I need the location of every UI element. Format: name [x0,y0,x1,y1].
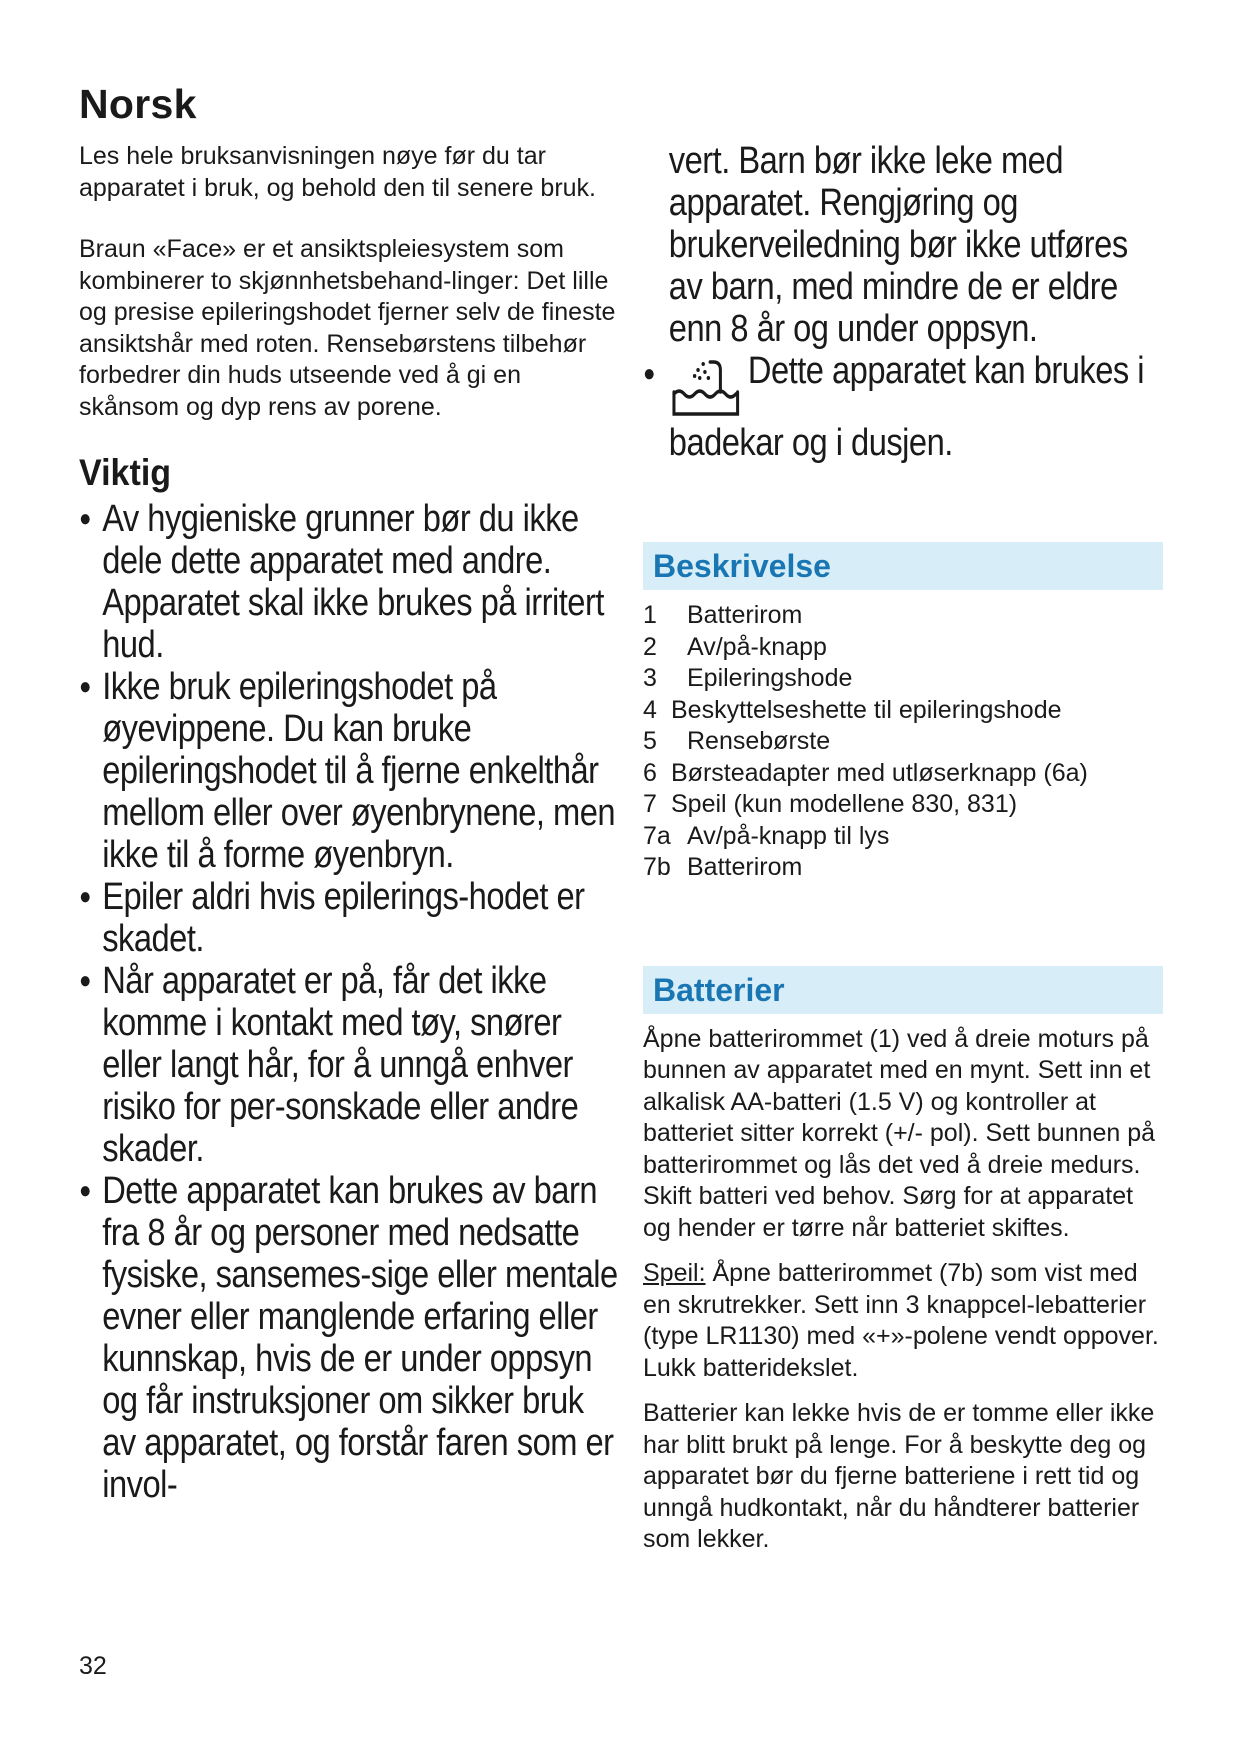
right-column [643,140,1163,1556]
batteries-paragraph-2 [643,1258,1163,1384]
item-number: 1 [643,601,657,629]
batteries-heading: Batterier [643,966,1163,1014]
item-label: Beskyttelseshette til epileringshode [671,695,1062,724]
intro-paragraph-2: Braun «Face» er et ansiktspleiesystem som kombinerer to skjønnhetsbehand-linger: Det lille og presise epileringshodet fjerner selv de fineste ansiktshår med roten. Rensebørstens tilbehør forbedrer din huds utseende ved å gi en skånsom og dyp rens av porene. [79,235,616,421]
item-label: Børsteadapter med utløserknapp (6a) [671,758,1088,787]
important-item: ● Epiler aldri hvis epilerings-hodet er skadet. [79,876,618,960]
item-label: Rensebørste [687,727,831,755]
important-item: ● Når apparatet er på, får det ikke komme i kontakt med tøy, snører eller langt hår, for å unngå enhver risiko for per-sonskade eller andre skader. [79,960,618,1170]
left-column [79,82,619,1506]
description-item [643,852,1163,884]
description-item [643,758,1163,790]
item-number: 6 [643,758,657,787]
description-section [643,542,1163,884]
bathtub-shower-icon [669,352,743,422]
language-title: Norsk [79,81,197,127]
mirror-text: Åpne batterirommet (7b) som vist med en skrutrekker. Sett inn 3 knappcel-lebatterier (type LR1130) med «+»-polene vendt oppover. Lukk batteridekslet. [643,1259,1159,1382]
item-label: Batterirom [687,601,803,629]
bath-shower-item [643,350,1162,464]
important-heading: Viktig [79,452,172,494]
description-list [643,600,1163,884]
description-item [643,821,1163,853]
batteries-paragraph-1: Åpne batterirommet (1) ved å dreie moturs på bunnen av apparatet med en mynt. Sett inn et alkalisk AA-batteri (1.5 V) og kontroller at batteriet sitter korrekt (+/- pol). Sett bunnen på batterirommet og lås det ved å dreie medurs. Skift batteri ved behov. Sørg for at apparatet og hender er tørre når batteriet skiftes. [643,1024,1156,1242]
description-item [643,789,1163,821]
description-item [643,695,1163,727]
bullet-dot: ● [643,360,655,387]
description-heading: Beskrivelse [643,542,1163,590]
item-number: 7a [643,821,671,850]
intro-paragraph-1: Les hele bruksanvisningen nøye før du tar apparatet i bruk, og behold den til senere bruk. [79,142,597,202]
important-item: ● Dette apparatet kan brukes av barn fra 8 år og personer med nedsatte fysiske, sansemes-sige eller mentale evner eller manglende erfaring eller kunnskap, hvis de er under oppsyn og får instruksjoner om sikker bruk av apparatet, og forstår faren som er invol- [79,1170,618,1506]
item-number: 7b [643,853,671,881]
important-item: ● Av hygieniske grunner bør du ikke dele dette apparatet med andre. Apparatet skal ikke brukes på irritert hud. [79,498,618,666]
item-label: Speil (kun modellene 830, 831) [671,790,1018,818]
item-number: 4 [643,695,657,724]
right-big-text-wrapper [643,140,1162,464]
page-number: 32 [79,1652,107,1680]
batteries-paragraph-3: Batterier kan lekke hvis de er tomme eller ikke har blitt brukt på lenge. For å beskytte deg og apparatet bør du fjerne batteriene i rett tid og unngå hudkontakt, når du håndterer batterier som lekker. [643,1399,1155,1553]
item-label: Av/på-knapp til lys [687,821,890,850]
important-item: ● Ikke bruk epileringshodet på øyevippene. Du kan bruke epileringshodet til å fjerne enkelthår mellom eller over øyenbrynene, men ikke til å forme øyenbryn. [79,666,618,876]
description-item [643,663,1163,695]
important-list [79,498,618,1506]
item-label: Av/på-knapp [687,632,827,661]
important-continuation: vert. Barn bør ikke leke med apparatet. Rengjøring og brukerveiledning bør ikke utføres av barn, med mindre de er eldre enn 8 år og under oppsyn. [668,140,1128,350]
description-item [643,632,1163,664]
description-item [643,726,1163,758]
description-item [643,600,1163,632]
important-list-wrapper [79,498,618,1506]
batteries-section [643,966,1163,1556]
item-label: Epileringshode [687,664,853,692]
mirror-label: Speil: [643,1259,706,1287]
item-number: 5 [643,727,657,755]
item-number: 3 [643,664,657,692]
bath-shower-text: Dette apparatet kan brukes i badekar og i dusjen. [668,350,1145,464]
item-label: Batterirom [687,853,803,881]
item-number: 2 [643,632,657,661]
item-number: 7 [643,790,657,818]
